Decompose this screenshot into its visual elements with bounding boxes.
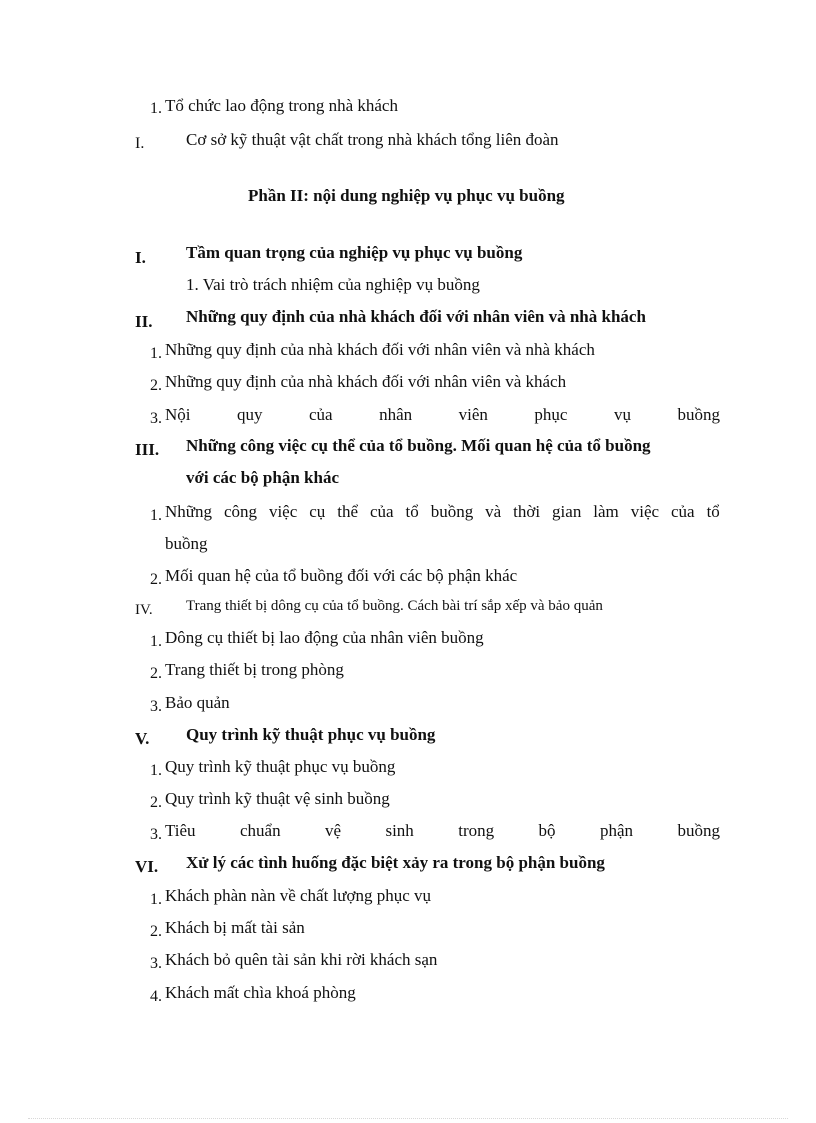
list-item-text: Trang thiết bị trong phòng [165, 660, 344, 679]
section-number: II. [135, 312, 153, 331]
list-number: 2. [150, 665, 162, 682]
list-item-text: Khách phàn nàn về chất lượng phục vụ [165, 886, 432, 905]
word: việc [630, 502, 660, 521]
list-number: 2. [150, 794, 162, 811]
list-item-text: Bảo quản [165, 693, 230, 712]
list-number: 4. [150, 988, 162, 1005]
word: việc [268, 502, 298, 521]
section-heading: Những quy định của nhà khách đối với nhân viên và nhà khách [186, 307, 646, 326]
list-item-text: Tổ chức lao động trong nhà khách [165, 96, 398, 115]
word: của [671, 502, 695, 521]
list-number: 3. [150, 698, 162, 715]
list-number: 1. [150, 100, 162, 117]
list-number: 3. [150, 955, 162, 972]
section-number: I. [135, 135, 145, 152]
section-number: III. [135, 440, 160, 459]
word: Nội [165, 405, 191, 424]
word: tổ [405, 502, 419, 521]
word: Tiêu [165, 821, 196, 840]
word: quy [237, 405, 263, 424]
word: buồng [430, 502, 474, 521]
list-item-continued: buồng [165, 534, 208, 553]
word: sinh [385, 821, 414, 840]
word: vụ [613, 405, 631, 424]
list-number: 1. [150, 891, 162, 908]
word: thời [513, 502, 541, 521]
section-heading-continued: với các bộ phận khác [186, 468, 339, 487]
list-item-text: Những quy định của nhà khách đối với nhân viên và khách [165, 372, 567, 391]
list-number: 1. [150, 345, 162, 362]
justified-line [165, 502, 720, 522]
word: cụ [309, 502, 326, 521]
word: trong [458, 821, 495, 840]
list-number: 1. [150, 762, 162, 779]
word: viên [458, 405, 488, 424]
word: phục [534, 405, 568, 424]
word: buồng [677, 405, 720, 424]
part-title: Phần II: nội dung nghiệp vụ phục vụ buồng [248, 186, 565, 205]
list-item-text: Khách mất chìa khoá phòng [165, 983, 356, 1002]
word: công [223, 502, 257, 521]
list-item-text: 1. Vai trò trách nhiệm của nghiệp vụ buồng [186, 275, 480, 294]
section-text: Cơ sở kỹ thuật vật chất trong nhà khách tổng liên đoàn [186, 130, 559, 149]
list-item-text: Quy trình kỹ thuật phục vụ buồng [165, 757, 396, 776]
word: của [309, 405, 333, 424]
list-number: 2. [150, 377, 162, 394]
word: buồng [677, 821, 720, 840]
word: làm [593, 502, 619, 521]
word: Những [165, 502, 212, 521]
word: của [369, 502, 394, 521]
section-heading: Trang thiết bị dông cụ của tổ buồng. Cách bài trí sắp xếp và bảo quản [186, 598, 603, 614]
section-heading: Quy trình kỹ thuật phục vụ buồng [186, 725, 436, 744]
section-number: IV. [135, 602, 153, 618]
section-heading: Những công việc cụ thể của tổ buồng. Mối quan hệ của tổ buồng [186, 436, 651, 455]
list-item-text: Khách bị mất tài sản [165, 918, 305, 937]
list-number: 1. [150, 633, 162, 650]
list-number: 3. [150, 410, 162, 427]
list-number: 3. [150, 826, 162, 843]
list-item-text: Những quy định của nhà khách đối với nhân viên và nhà khách [165, 340, 595, 359]
word: bộ [538, 821, 556, 840]
list-item-text: Quy trình kỹ thuật vệ sinh buồng [165, 789, 390, 808]
word: và [485, 502, 502, 521]
word: tổ [706, 502, 720, 521]
word: vệ [325, 821, 342, 840]
list-number: 1. [150, 507, 162, 524]
word: thể [337, 502, 359, 521]
word: chuẩn [239, 821, 281, 840]
word: gian [552, 502, 582, 521]
section-number: V. [135, 729, 150, 748]
page-bottom-rule [28, 1118, 788, 1119]
section-number: I. [135, 248, 146, 267]
section-heading: Xử lý các tình huống đặc biệt xảy ra trong bộ phận buồng [186, 853, 605, 872]
justified-line [165, 405, 720, 425]
section-number: VI. [135, 857, 159, 876]
list-number: 2. [150, 571, 162, 588]
list-number: 2. [150, 923, 162, 940]
list-item-text: Dông cụ thiết bị lao động của nhân viên buồng [165, 628, 484, 647]
list-item-text: Khách bỏ quên tài sản khi rời khách sạn [165, 950, 438, 969]
word: phận [599, 821, 634, 840]
word: nhân [379, 405, 413, 424]
list-item-text: Mối quan hệ của tổ buồng đối với các bộ phận khác [165, 566, 518, 585]
section-heading: Tầm quan trọng của nghiệp vụ phục vụ buồng [186, 243, 523, 262]
justified-line [165, 821, 720, 841]
